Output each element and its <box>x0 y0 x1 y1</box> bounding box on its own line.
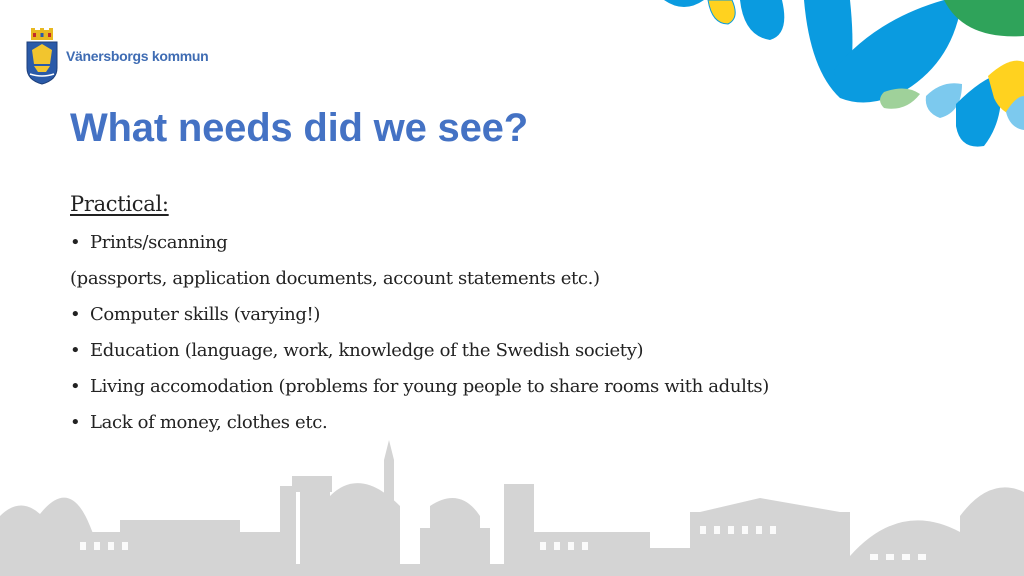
bullet-icon: • <box>70 376 81 397</box>
city-skyline-decoration <box>0 436 1024 576</box>
bullet-text: Living accomodation (problems for young people to share rooms with adults) <box>90 376 769 397</box>
list-note <box>70 261 769 297</box>
bullet-item <box>70 369 769 405</box>
bullet-item <box>70 297 769 333</box>
drop-blue-small <box>664 0 704 7</box>
bullet-icon: • <box>70 412 81 433</box>
bullet-list <box>70 225 769 441</box>
drop-light-green <box>880 88 920 108</box>
bullet-item <box>70 333 769 369</box>
bullet-item <box>70 225 769 261</box>
bullet-text: Computer skills (varying!) <box>90 304 321 325</box>
bullet-text: Prints/scanning <box>90 232 228 253</box>
municipality-logo <box>24 28 208 86</box>
bullet-icon: • <box>70 340 81 361</box>
section-heading: Practical: <box>70 192 169 216</box>
bullet-text: Lack of money, clothes etc. <box>90 412 328 433</box>
bullet-text: Education (language, work, knowledge of the Swedish society) <box>90 340 644 361</box>
decorative-drops <box>644 0 1024 160</box>
drop-blue-medium <box>740 0 784 40</box>
slide-content <box>70 192 769 441</box>
drop-yellow-small <box>708 0 735 24</box>
slide-title: What needs did we see? <box>70 106 528 150</box>
bullet-text: (passports, application documents, account statements etc.) <box>70 268 600 289</box>
bullet-icon: • <box>70 232 81 253</box>
municipality-name: Vänersborgs kommun <box>66 48 209 64</box>
bullet-icon: • <box>70 304 81 325</box>
coat-of-arms-icon <box>24 28 60 86</box>
